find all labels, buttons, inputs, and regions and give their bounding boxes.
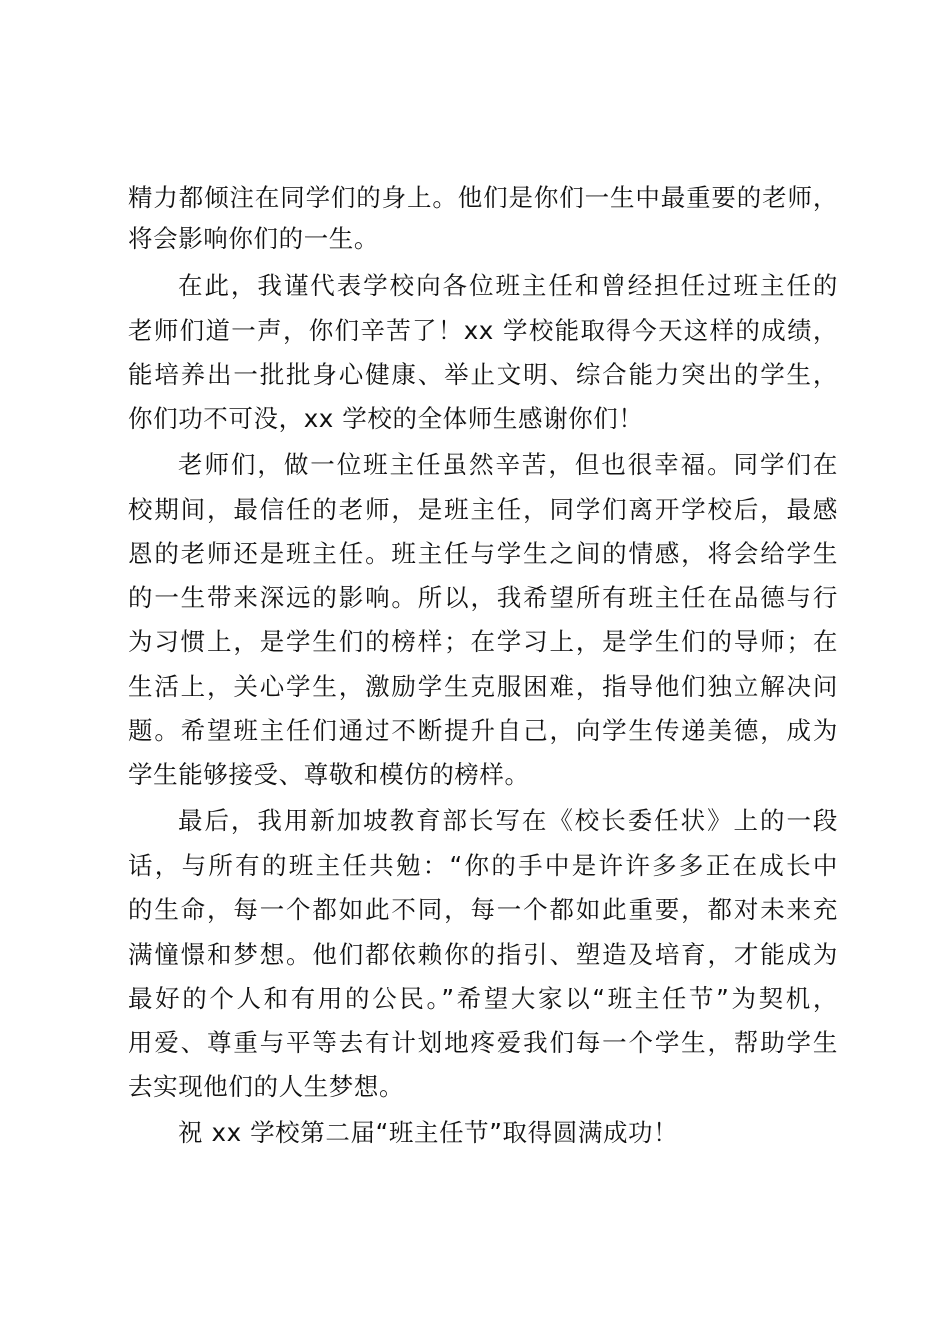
paragraph-start-line: 最后，我用新加坡教育部长写在《校长委任状》上的一段 <box>178 806 838 835</box>
text-line: 满憧憬和梦想。他们都依赖你的指引、塑造及培育，才能成为 <box>128 940 838 969</box>
text-line: 校期间，最信任的老师，是班主任，同学们离开学校后，最感 <box>128 495 838 524</box>
paragraph-start-line: 在此，我谨代表学校向各位班主任和曾经担任过班主任的 <box>178 271 838 300</box>
text-line: 能培养出一批批身心健康、举止文明、综合能力突出的学生， <box>128 360 838 389</box>
text-line: 你们功不可没，xx 学校的全体师生感谢你们！ <box>128 404 644 433</box>
paragraph-start-line: 老师们，做一位班主任虽然辛苦，但也很幸福。同学们在 <box>178 450 838 479</box>
text-line: 为习惯上，是学生们的榜样；在学习上，是学生们的导师；在 <box>128 627 838 656</box>
text-line: 将会影响你们的一生。 <box>128 224 379 253</box>
text-line: 的一生带来深远的影响。所以，我希望所有班主任在品德与行 <box>128 583 838 612</box>
text-line: 精力都倾注在同学们的身上。他们是你们一生中最重要的老师， <box>128 183 838 212</box>
text-line: 学生能够接受、尊敬和模仿的榜样。 <box>128 760 530 789</box>
text-line: 用爱、尊重与平等去有计划地疼爱我们每一个学生，帮助学生 <box>128 1028 838 1057</box>
text-line: 老师们道一声，你们辛苦了！xx 学校能取得今天这样的成绩， <box>128 316 838 345</box>
text-line: 恩的老师还是班主任。班主任与学生之间的情感，将会给学生 <box>128 539 838 568</box>
paragraph-start-line: 祝 xx 学校第二届“班主任节”取得圆满成功！ <box>178 1118 679 1147</box>
text-line: 最好的个人和有用的公民。”希望大家以“班主任节”为契机， <box>128 984 838 1013</box>
text-line: 话，与所有的班主任共勉：“你的手中是许许多多正在成长中 <box>128 851 838 880</box>
text-line: 生活上，关心学生，激励学生克服困难，指导他们独立解决问 <box>128 672 838 701</box>
text-line: 的生命，每一个都如此不同，每一个都如此重要，都对未来充 <box>128 895 838 924</box>
text-line: 去实现他们的人生梦想。 <box>128 1072 405 1101</box>
text-line: 题。希望班主任们通过不断提升自己，向学生传递美德，成为 <box>128 716 838 745</box>
